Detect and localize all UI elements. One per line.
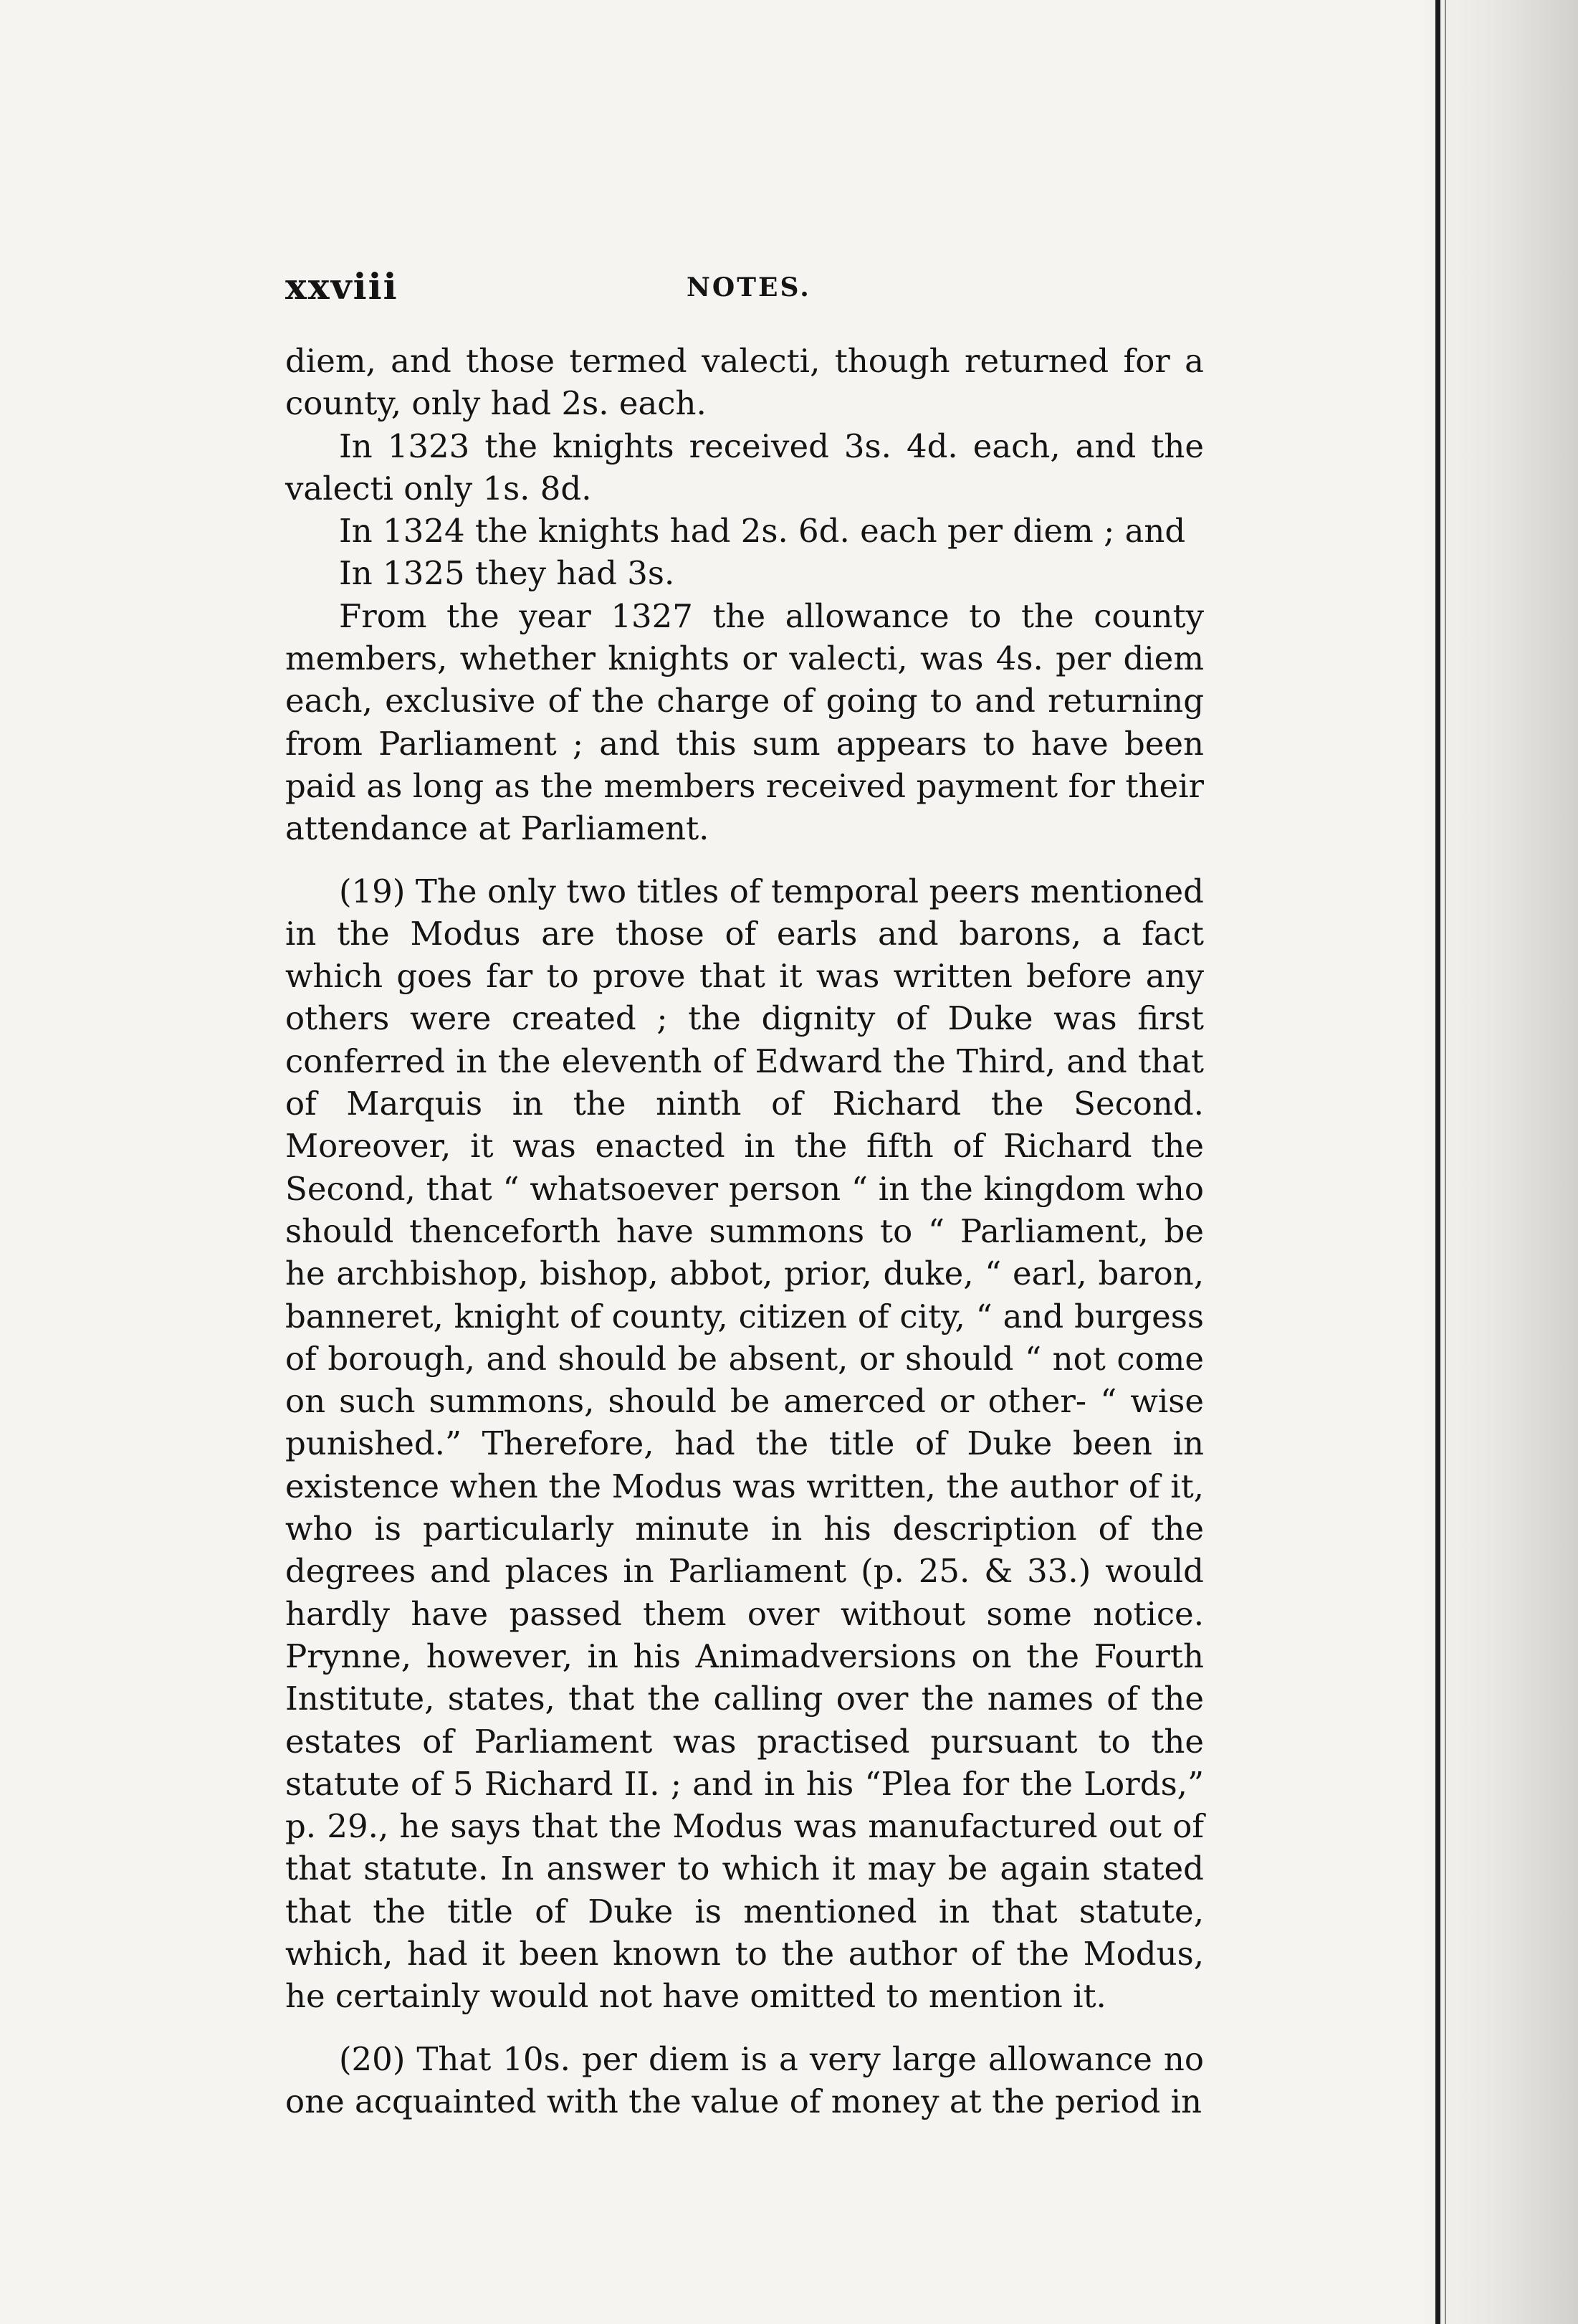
paragraph-continued: diem, and those termed valecti, though returned for a county, only had 2s. each. bbox=[285, 342, 1204, 423]
paragraph-1324: In 1324 the knights had 2s. 6d. each per diem ; and bbox=[339, 512, 1186, 551]
note-19: (19) The only two titles of temporal peers mentioned in the Modus are those of earls and barons, a fact which goes far to prove that it was written before any others were created ; the dignity of Duke was first conferred in the eleventh of Edward the Third, and that of Marquis in the ninth of Richard the Second. Moreover, it was enacted in the fifth of Richard the Second, that “ whatsoever person “ in the kingdom who should thenceforth have summons to “ Parliament, be he archbishop, bishop, abbot, prior, duke, “ earl, baron, banneret, knight of county, citizen of city, “ and burgess of borough, and should be absent, or should “ not come on such summons, should be amerced or other- “ wise punished.” Therefore, had the title of Duke been in existence when the Modus was written, the author of it, who is particularly minute in his description of the degrees and places in Parliament (p. 25. & 33.) would hardly have passed them over without some notice. Prynne, however, in his Animadversions on the Fourth Institute, states, that the calling over the names of the estates of Parliament was practised pursuant to the statute of 5 Richard II. ; and in his “Plea for the Lords,” p. 29., he says that the Modus was manufactured out of that statute. In answer to which it may be again stated that the title of Duke is mentioned in that statute, which, had it been known to the author of the Modus, he certainly would not have omitted to mention it. bbox=[285, 872, 1204, 2016]
page-number: xxviii bbox=[285, 265, 398, 308]
paragraph-1323: In 1323 the knights received 3s. 4d. each, and the valecti only 1s. 8d. bbox=[285, 427, 1204, 508]
note-20: (20) That 10s. per diem is a very large allowance no one acquainted with the value of money at the period in bbox=[285, 2039, 1204, 2120]
paragraph-1327: From the year 1327 the allowance to the county members, whether knights or valecti, was 4s. per diem each, exclusive of the charge of going to and returning from Parliament ; and this sum appears to have been paid as long as the members received payment for their attendance at Parliament. bbox=[285, 596, 1204, 848]
page-edge-shadow bbox=[1420, 0, 1578, 2324]
paragraph-1325: In 1325 they had 3s. bbox=[339, 554, 675, 593]
binding-edge bbox=[1435, 0, 1440, 2324]
page-header bbox=[285, 265, 1204, 315]
body-text bbox=[285, 340, 1204, 2123]
running-head: NOTES. bbox=[687, 272, 811, 303]
binding-edge-inner bbox=[1445, 0, 1446, 2324]
